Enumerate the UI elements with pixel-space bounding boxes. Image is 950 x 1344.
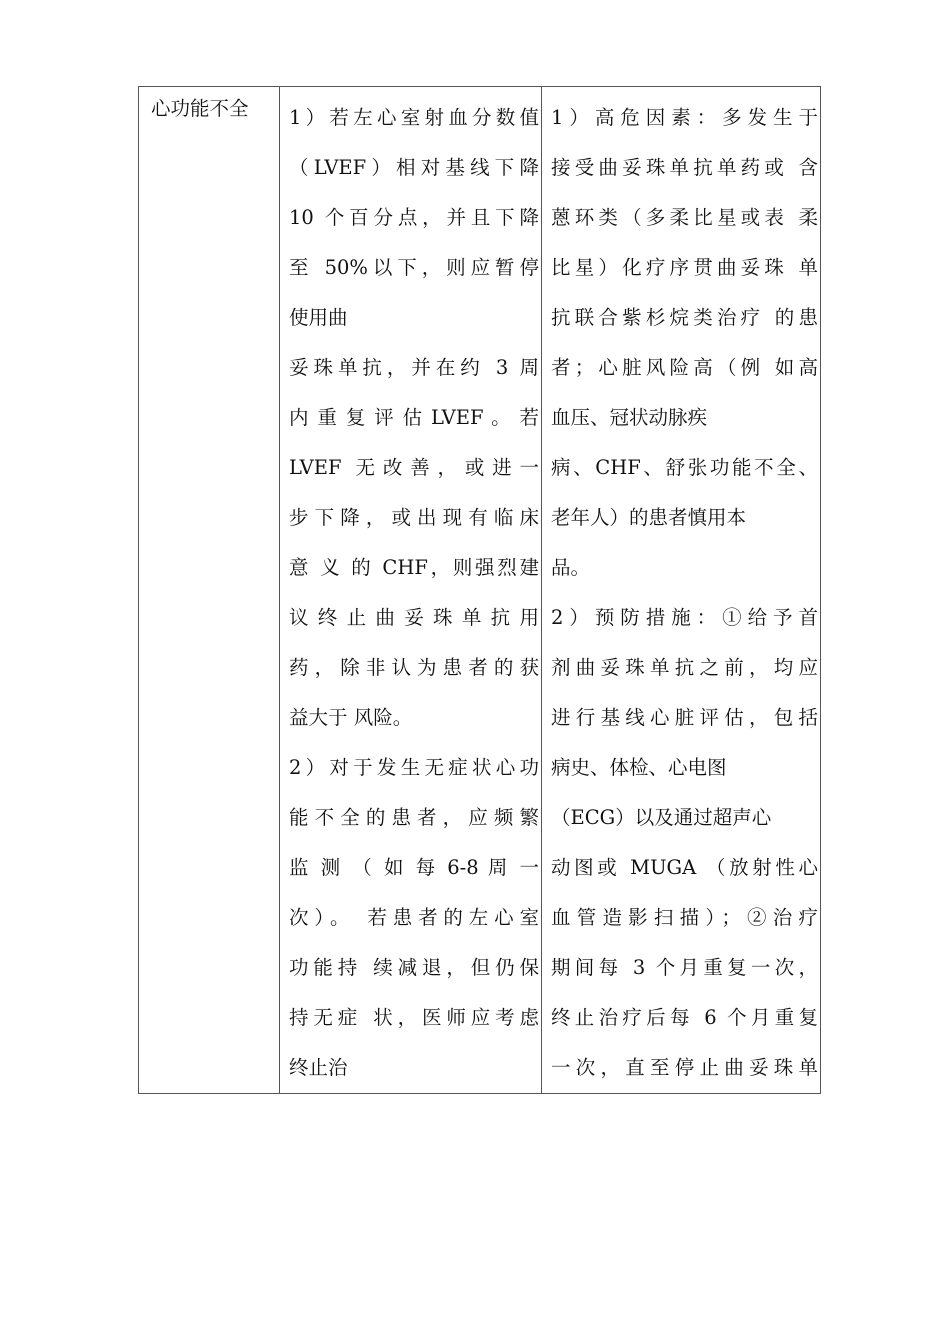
text-line: 2）预防措施：①给予首: [551, 606, 818, 629]
text-line: 使用曲: [289, 306, 348, 329]
text-line: 妥珠单抗，并在约 3 周: [289, 356, 539, 379]
text-line: 步下降，或出现有临床: [289, 506, 539, 529]
management-text: [280, 87, 541, 1093]
text-line: 益大于 风险。: [289, 706, 413, 729]
text-line: 血压、冠状动脉疾: [551, 406, 708, 429]
text-line: 蒽环类（多柔比星或表 柔: [551, 206, 818, 229]
text-line: 血管造影扫描）；②治疗: [551, 906, 818, 929]
text-line: 者；心脏风险高（例 如高: [551, 356, 818, 379]
text-line: 2）对于发生无症状心功: [289, 756, 539, 779]
adverse-reaction-table: [138, 86, 821, 1094]
text-line: 功能持 续减退，但仍保: [289, 956, 539, 979]
text-line: 1）若左心室射血分数值: [289, 106, 539, 129]
text-line: 一次，直至停止曲妥珠单: [551, 1056, 818, 1079]
text-line: 病、CHF、舒张功能不全、: [551, 456, 818, 479]
text-line: 病史、体检、心电图: [551, 756, 727, 779]
category-cell: [139, 87, 280, 1094]
text-line: 1）高危因素：多发生于: [551, 106, 818, 129]
text-line: 终止治疗后每 6 个月重复: [551, 1006, 818, 1029]
text-line: 持无症 状，医师应考虑: [289, 1006, 539, 1029]
text-line: 剂曲妥珠单抗之前，均应: [551, 656, 818, 679]
text-line: 10 个百分点，并且下降: [289, 206, 539, 229]
text-line: 监 测 （ 如 每 6-8 周 一: [289, 856, 539, 879]
text-line: 终止治: [289, 1056, 348, 1079]
text-line: 能不全的患者，应频繁: [289, 806, 539, 829]
text-line: 意 义 的 CHF，则强烈建: [289, 556, 539, 579]
text-line: 进行基线心脏评估，包括: [551, 706, 818, 729]
table-row: [139, 87, 821, 1094]
text-line: 内 重 复 评 估 LVEF 。 若: [289, 406, 539, 429]
text-line: 动图或 MUGA （放射性心: [551, 856, 818, 879]
text-line: LVEF 无改善，或进一: [289, 456, 539, 479]
notes-text: [542, 87, 820, 1093]
text-line: 议 终 止 曲 妥 珠 单 抗 用: [289, 606, 539, 629]
text-line: （ECG）以及通过超声心: [551, 806, 772, 829]
text-line: 药，除非认为患者的获: [289, 656, 539, 679]
text-line: 期间每 3 个月重复一次，: [551, 956, 818, 979]
text-line: 抗联合紫杉烷类治疗 的患: [551, 306, 818, 329]
text-line: （LVEF）相对基线下降: [289, 156, 539, 179]
management-cell: [280, 87, 542, 1094]
text-line: 接受曲妥珠单抗单药或 含: [551, 156, 818, 179]
text-line: 老年人）的患者慎用本: [551, 506, 747, 529]
text-line: 比星）化疗序贯曲妥珠 单: [551, 256, 818, 279]
category-label: 心功能不全: [151, 97, 249, 120]
text-line: 次）。 若患者的左心室: [289, 906, 539, 929]
text-line: 至 50%以下，则应暂停: [289, 256, 539, 279]
text-line: 品。: [551, 556, 591, 579]
notes-cell: [542, 87, 821, 1094]
